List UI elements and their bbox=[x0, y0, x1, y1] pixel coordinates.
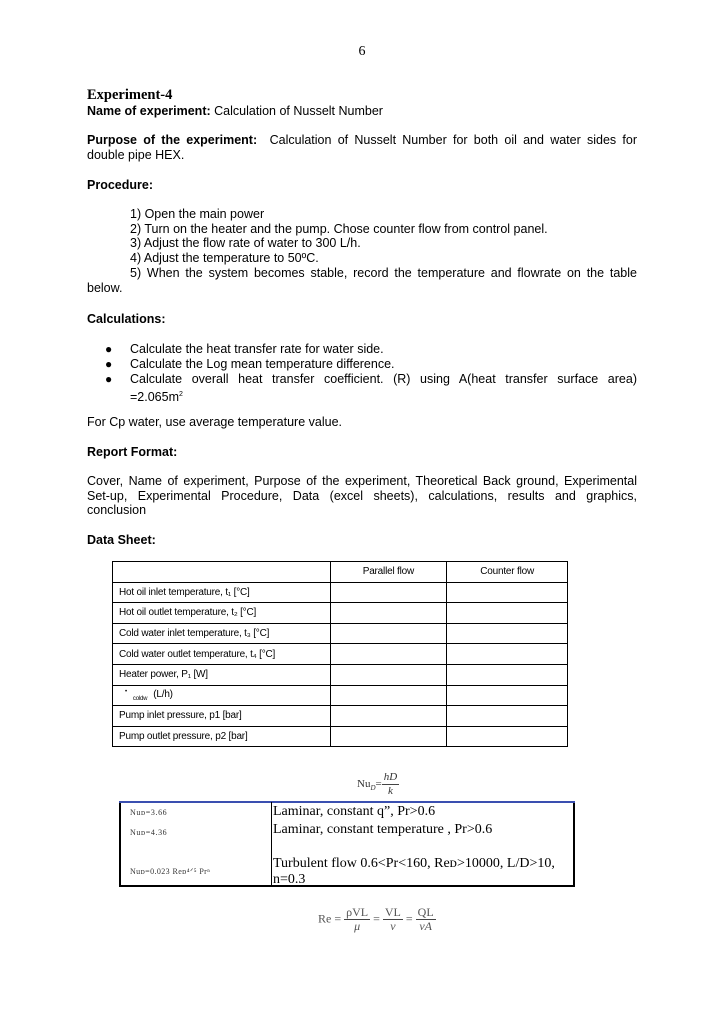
bullet-icon: ● bbox=[105, 342, 113, 356]
data-sheet-table bbox=[112, 561, 568, 747]
table-row bbox=[113, 623, 568, 644]
row-label: Hot oil outlet temperature, t₂ [°C] bbox=[113, 603, 331, 624]
parallel-flow-cell bbox=[330, 582, 447, 603]
counter-flow-cell bbox=[447, 726, 568, 747]
purpose-text: Calculation of Nusselt Number for both oil and water sides for bbox=[269, 133, 638, 147]
procedure-heading: Procedure: bbox=[87, 178, 153, 192]
counter-flow-cell bbox=[447, 582, 568, 603]
procedure-step-5-cont: below. bbox=[87, 281, 123, 295]
row-label: Pump outlet pressure, p2 [bar] bbox=[113, 726, 331, 747]
parallel-flow-cell bbox=[330, 644, 447, 665]
table-header-cell: Counter flow bbox=[447, 562, 568, 583]
nu-eq-laminar-temp: Nuᴅ=4.36 bbox=[130, 828, 168, 837]
parallel-flow-cell bbox=[330, 623, 447, 644]
experiment-name-line bbox=[87, 104, 383, 119]
parallel-flow-cell bbox=[330, 603, 447, 624]
calculations-list bbox=[87, 342, 637, 405]
table-row bbox=[113, 582, 568, 603]
report-line-3: conclusion bbox=[87, 503, 147, 517]
counter-flow-cell bbox=[447, 603, 568, 624]
row-label: Cold water inlet temperature, t₃ [°C] bbox=[113, 623, 331, 644]
list-item: ● Calculate overall heat transfer coefficient. (R) using A(heat transfer surface area) bbox=[105, 372, 637, 386]
procedure-step-3: 3) Adjust the flow rate of water to 300 L/h. bbox=[130, 236, 361, 250]
table-row bbox=[113, 685, 568, 706]
column-divider bbox=[271, 802, 272, 887]
nu-desc-turbulent: Turbulent flow 0.6<Pr<160, Reᴅ>10000, L/D>10, bbox=[273, 856, 555, 871]
list-item: ● Calculate the heat transfer rate for water side. bbox=[105, 342, 384, 356]
nu-desc-turbulent-n: n=0.3 bbox=[273, 872, 306, 887]
counter-flow-cell bbox=[447, 623, 568, 644]
table-header-cell: Parallel flow bbox=[330, 562, 447, 583]
calculations-heading: Calculations: bbox=[87, 312, 166, 326]
table-row bbox=[113, 706, 568, 727]
list-item: $=2.065m^2$ bbox=[130, 390, 183, 405]
report-line-2: Set-up, Experimental Procedure, Data (excel sheets), calculations, results and graphics, bbox=[87, 489, 637, 503]
row-label: Cold water outlet temperature, t₄ [°C] bbox=[113, 644, 331, 665]
procedure-step-5: 5) When the system becomes stable, record the temperature and flowrate on the table bbox=[130, 266, 637, 280]
reynolds-formula: Re = $\frac{\text{ρVL}}{\mu}$ = $\frac{VL}{\nu}$ = $\frac{QL}{\nu A}$ bbox=[318, 905, 434, 933]
table-row bbox=[113, 644, 568, 665]
procedure-step-2: 2) Turn on the heater and the pump. Chose counter flow from control panel. bbox=[130, 222, 548, 236]
cp-note: For Cp water, use average temperature value. bbox=[87, 415, 342, 429]
name-label: Name of experiment: bbox=[87, 104, 211, 118]
purpose-label: Purpose of the experiment: bbox=[87, 133, 258, 147]
table-header-row bbox=[113, 562, 568, 583]
purpose-line-1 bbox=[87, 133, 637, 148]
table-row bbox=[113, 664, 568, 685]
table-row bbox=[113, 726, 568, 747]
counter-flow-cell bbox=[447, 685, 568, 706]
parallel-flow-cell bbox=[330, 706, 447, 727]
nu-eq-laminar-flux: Nuᴅ=3.66 bbox=[130, 808, 168, 817]
list-item: ● Calculate the Log mean temperature difference. bbox=[105, 357, 395, 371]
procedure-step-1: 1) Open the main power bbox=[130, 207, 265, 221]
row-label: Heater power, P₁ [W] bbox=[113, 664, 331, 685]
report-heading: Report Format: bbox=[87, 445, 178, 459]
nu-eq-turbulent: Nuᴅ=0.023 Reᴅ⁴ᐟ⁵ Prⁿ bbox=[130, 867, 211, 876]
row-label: Pump inlet pressure, p1 [bar] bbox=[113, 706, 331, 727]
report-line-1: Cover, Name of experiment, Purpose of the experiment, Theoretical Back ground, Experimental bbox=[87, 474, 637, 488]
parallel-flow-cell bbox=[330, 726, 447, 747]
parallel-flow-cell bbox=[330, 664, 447, 685]
counter-flow-cell bbox=[447, 664, 568, 685]
page-number: 6 bbox=[358, 44, 366, 59]
procedure-step-4: 4) Adjust the temperature to 50ºC. bbox=[130, 251, 319, 265]
name-value: Calculation of Nusselt Number bbox=[214, 104, 383, 118]
counter-flow-cell bbox=[447, 644, 568, 665]
bullet-icon: ● bbox=[105, 372, 113, 386]
table-row bbox=[113, 603, 568, 624]
nusselt-formula: $Nu_D=$ $\frac{hD}{k}$ bbox=[357, 771, 398, 797]
datasheet-heading: Data Sheet: bbox=[87, 533, 156, 547]
experiment-title: Experiment-4 bbox=[87, 87, 173, 103]
row-label: Hot oil inlet temperature, t₁ [°C] bbox=[113, 582, 331, 603]
parallel-flow-cell bbox=[330, 685, 447, 706]
table-header-cell bbox=[113, 562, 331, 583]
counter-flow-cell bbox=[447, 706, 568, 727]
nu-desc-laminar-flux: Laminar, constant q”, Pr>0.6 bbox=[273, 804, 436, 819]
nu-desc-laminar-temp: Laminar, constant temperature , Pr>0.6 bbox=[273, 822, 493, 837]
table-top-border bbox=[119, 801, 575, 803]
row-label: •$_{coldw}$ (L/h) bbox=[113, 685, 331, 706]
purpose-line-2: double pipe HEX. bbox=[87, 148, 185, 162]
bullet-icon: ● bbox=[105, 357, 113, 371]
